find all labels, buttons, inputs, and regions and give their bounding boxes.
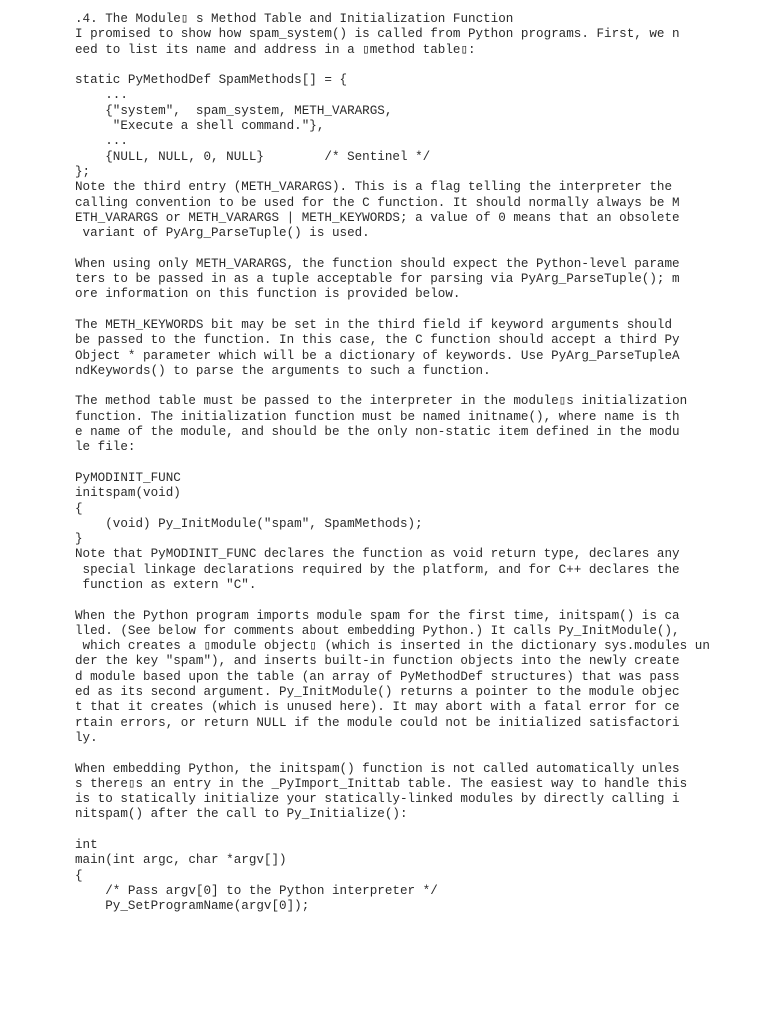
text-line: ETH_VARARGS or METH_VARARGS | METH_KEYWORDS; a value of 0 means that an obsolete — [75, 210, 680, 225]
text-line: nitspam() after the call to Py_Initialize(): — [75, 807, 408, 822]
text-line: be passed to the function. In this case, the C function should accept a third Py — [75, 333, 680, 348]
text-line: function. The initialization function must be named initname(), where name is th — [75, 409, 680, 424]
text-line: eed to list its name and address in a ▯method table▯: — [75, 42, 476, 57]
text-line: variant of PyArg_ParseTuple() is used. — [75, 226, 370, 241]
blank-line — [75, 823, 765, 838]
text-line: ly. — [75, 730, 98, 745]
text-line: PyMODINIT_FUNC — [75, 470, 181, 485]
blank-line — [75, 456, 765, 471]
text-line: initspam(void) — [75, 486, 181, 501]
text-line: int — [75, 838, 98, 853]
text-line: calling convention to be used for the C function. It should normally always be M — [75, 195, 680, 210]
text-line: The method table must be passed to the interpreter in the module▯s initialization — [75, 394, 688, 409]
text-line: { — [75, 501, 83, 516]
text-line: }; — [75, 164, 91, 179]
blank-line — [75, 58, 765, 73]
text-line: { — [75, 868, 83, 883]
blank-line — [75, 593, 765, 608]
text-line: lled. (See below for comments about embedding Python.) It calls Py_InitModule(), — [75, 623, 680, 638]
text-line: {"system", spam_system, METH_VARARGS, — [75, 103, 393, 118]
text-line: is to statically initialize your statically-linked modules by directly calling i — [75, 792, 680, 807]
text-line: main(int argc, char *argv[]) — [75, 853, 287, 868]
section-heading: .4. The Module▯ s Method Table and Initialization Function — [75, 12, 514, 26]
text-line: I promised to show how spam_system() is called from Python programs. First, we n — [75, 27, 680, 42]
text-line: e name of the module, and should be the only non-static item defined in the modu — [75, 425, 680, 440]
text-line: rtain errors, or return NULL if the module could not be initialized satisfactori — [75, 715, 680, 730]
text-line: The METH_KEYWORDS bit may be set in the third field if keyword arguments should — [75, 317, 673, 332]
text-line: d module based upon the table (an array of PyMethodDef structures) that was pass — [75, 669, 680, 684]
blank-line — [75, 303, 765, 318]
text-line: ... — [75, 88, 128, 103]
text-line: Note that PyMODINIT_FUNC declares the function as void return type, declares any — [75, 547, 680, 562]
text-line: which creates a ▯module object▯ (which is inserted in the dictionary sys.modules un — [75, 639, 710, 654]
text-line: /* Pass argv[0] to the Python interpreter */ — [75, 883, 438, 898]
text-line: {NULL, NULL, 0, NULL} /* Sentinel */ — [75, 149, 431, 164]
text-line: s there▯s an entry in the _PyImport_Inittab table. The easiest way to handle this — [75, 776, 688, 791]
text-line: Object * parameter which will be a dictionary of keywords. Use PyArg_ParseTupleA — [75, 348, 680, 363]
text-line: le file: — [75, 440, 136, 455]
blank-line — [75, 746, 765, 761]
text-line: When the Python program imports module spam for the first time, initspam() is ca — [75, 608, 680, 623]
text-line: ters to be passed in as a tuple acceptable for parsing via PyArg_ParseTuple(); m — [75, 272, 680, 287]
text-line: When embedding Python, the initspam() function is not called automatically unles — [75, 761, 680, 776]
text-line: } — [75, 532, 83, 547]
text-line: ore information on this function is provided below. — [75, 287, 461, 302]
text-line: ndKeywords() to parse the arguments to such a function. — [75, 363, 491, 378]
text-line: Py_SetProgramName(argv[0]); — [75, 899, 310, 914]
text-line: (void) Py_InitModule("spam", SpamMethods); — [75, 516, 423, 531]
text-line: When using only METH_VARARGS, the function should expect the Python-level parame — [75, 256, 680, 271]
text-line: static PyMethodDef SpamMethods[] = { — [75, 73, 348, 88]
blank-line — [75, 241, 765, 256]
blank-line — [75, 379, 765, 394]
text-line: der the key "spam"), and inserts built-in function objects into the newly create — [75, 654, 680, 669]
text-line: ... — [75, 134, 128, 149]
text-line: function as extern "C". — [75, 577, 257, 592]
document-body — [75, 12, 765, 915]
text-line: special linkage declarations required by the platform, and for C++ declares the — [75, 562, 680, 577]
text-line: Note the third entry (METH_VARARGS). This is a flag telling the interpreter the — [75, 180, 673, 195]
text-line: "Execute a shell command."}, — [75, 119, 325, 134]
text-line: ed as its second argument. Py_InitModule() returns a pointer to the module objec — [75, 685, 680, 700]
text-line: t that it creates (which is unused here). It may abort with a fatal error for ce — [75, 700, 680, 715]
